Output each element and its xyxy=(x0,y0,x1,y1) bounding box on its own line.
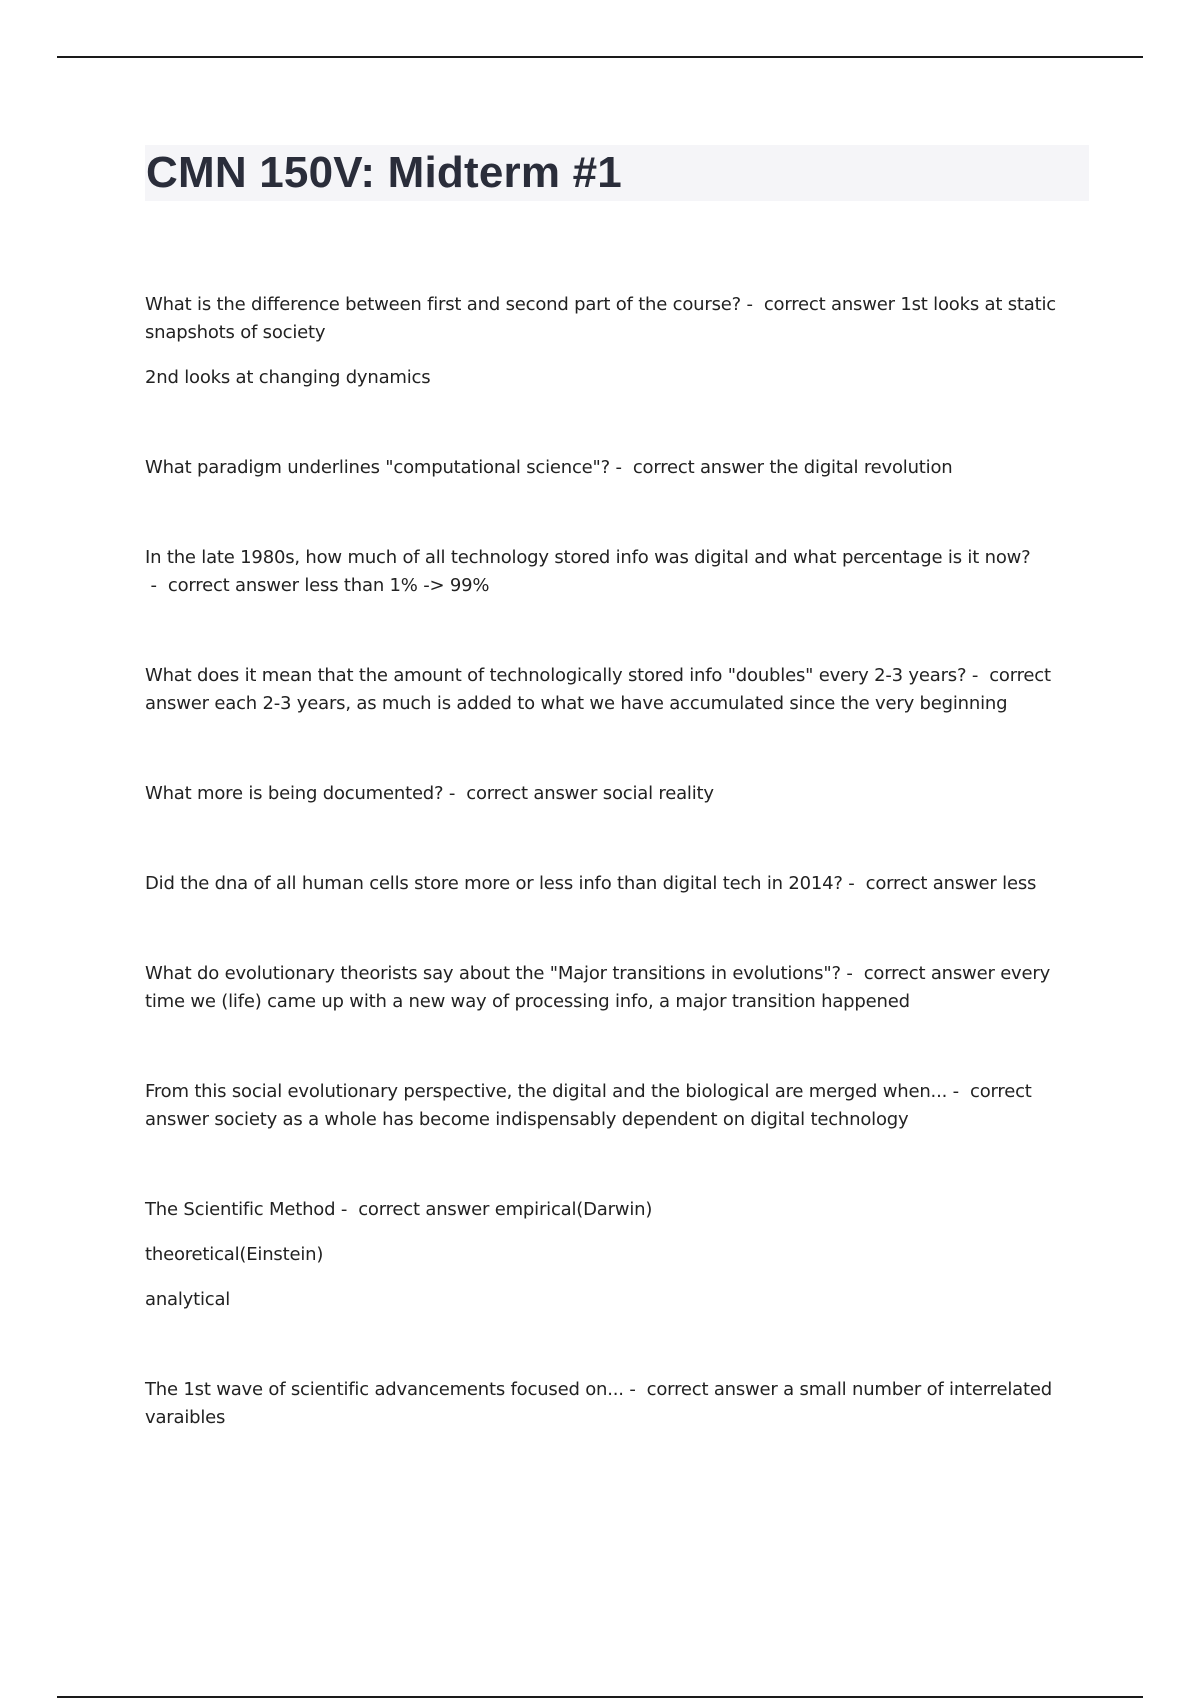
answer-label: correct answer xyxy=(167,575,299,596)
answer-text: society as a whole has become indispensably dependent on digital technology xyxy=(214,1109,909,1130)
answer-continuation: theoretical(Einstein) xyxy=(145,1244,324,1265)
qa-item xyxy=(145,544,1080,600)
separator: - xyxy=(740,294,764,315)
answer-text: the digital revolution xyxy=(769,457,953,478)
question-text: What do evolutionary theorists say about the "Major transitions in evolutions"? xyxy=(145,963,841,984)
answer-label: correct answer xyxy=(646,1379,778,1400)
question-text: In the late 1980s, how much of all technology stored info was digital and what percentage is it now? xyxy=(145,547,1031,568)
qa-question-line xyxy=(145,291,1080,347)
answer-label: correct answer xyxy=(358,1199,490,1220)
answer-text: 1st looks at static snapshots of society xyxy=(145,294,1056,343)
qa-question-line xyxy=(145,1196,1080,1224)
separator: - xyxy=(609,457,633,478)
qa-item xyxy=(145,960,1080,1016)
qa-question-line xyxy=(145,780,1080,808)
question-text: What paradigm underlines "computational science"? xyxy=(145,457,610,478)
separator: - xyxy=(840,963,864,984)
answer-text: less than 1% -> 99% xyxy=(304,575,490,596)
top-rule xyxy=(57,56,1143,58)
separator: - xyxy=(966,665,990,686)
answer-text: less xyxy=(1002,873,1037,894)
answer-continuation: 2nd looks at changing dynamics xyxy=(145,367,431,388)
answer-text: a small number of interrelated varaibles xyxy=(145,1379,1052,1428)
question-text: The 1st wave of scientific advancements focused on... xyxy=(145,1379,624,1400)
answer-text: every time we (life) came up with a new way of processing info, a major transition happened xyxy=(145,963,1051,1012)
qa-item xyxy=(145,1376,1080,1432)
question-text: Did the dna of all human cells store more or less info than digital tech in 2014? xyxy=(145,873,843,894)
page-title: CMN 150V: Midterm #1 xyxy=(146,148,622,197)
bottom-rule xyxy=(57,1696,1143,1698)
question-text: The Scientific Method xyxy=(145,1199,336,1220)
question-text: What is the difference between first and second part of the course? xyxy=(145,294,741,315)
qa-question-line xyxy=(145,454,1080,482)
question-text: What does it mean that the amount of technologically stored info "doubles" every 2-3 years? xyxy=(145,665,967,686)
answer-continuation: analytical xyxy=(145,1289,231,1310)
answer-label: correct answer xyxy=(466,783,598,804)
qa-item xyxy=(145,1196,1080,1314)
question-text: What more is being documented? xyxy=(145,783,444,804)
qa-item xyxy=(145,1078,1080,1134)
qa-item xyxy=(145,454,1080,482)
separator: - xyxy=(335,1199,359,1220)
qa-question-line xyxy=(145,1376,1080,1432)
answer-text: empirical(Darwin) xyxy=(494,1199,653,1220)
answer-text: each 2-3 years, as much is added to what we have accumulated since the very beginning xyxy=(214,693,1008,714)
qa-question-line xyxy=(145,960,1080,1016)
qa-question-line xyxy=(145,1078,1080,1134)
answer-label: correct answer xyxy=(863,963,995,984)
answer-label: correct answer xyxy=(763,294,895,315)
qa-item xyxy=(145,291,1080,392)
answer-label: correct answer xyxy=(865,873,997,894)
separator: - xyxy=(623,1379,647,1400)
answer-label: correct answer xyxy=(145,1081,1032,1130)
answer-label: correct answer xyxy=(145,665,1051,714)
separator: - xyxy=(842,873,866,894)
qa-question-line xyxy=(145,870,1080,898)
qa-item xyxy=(145,870,1080,898)
qa-item xyxy=(145,780,1080,808)
separator: - xyxy=(145,575,168,596)
separator: - xyxy=(443,783,467,804)
qa-item xyxy=(145,662,1080,718)
answer-text: social reality xyxy=(602,783,714,804)
qa-list xyxy=(145,291,1080,1494)
answer-label: correct answer xyxy=(632,457,764,478)
separator: - xyxy=(947,1081,970,1102)
qa-question-line xyxy=(145,662,1080,718)
question-text: From this social evolutionary perspective, the digital and the biological are merged when... xyxy=(145,1081,948,1102)
qa-question-line xyxy=(145,544,1080,600)
